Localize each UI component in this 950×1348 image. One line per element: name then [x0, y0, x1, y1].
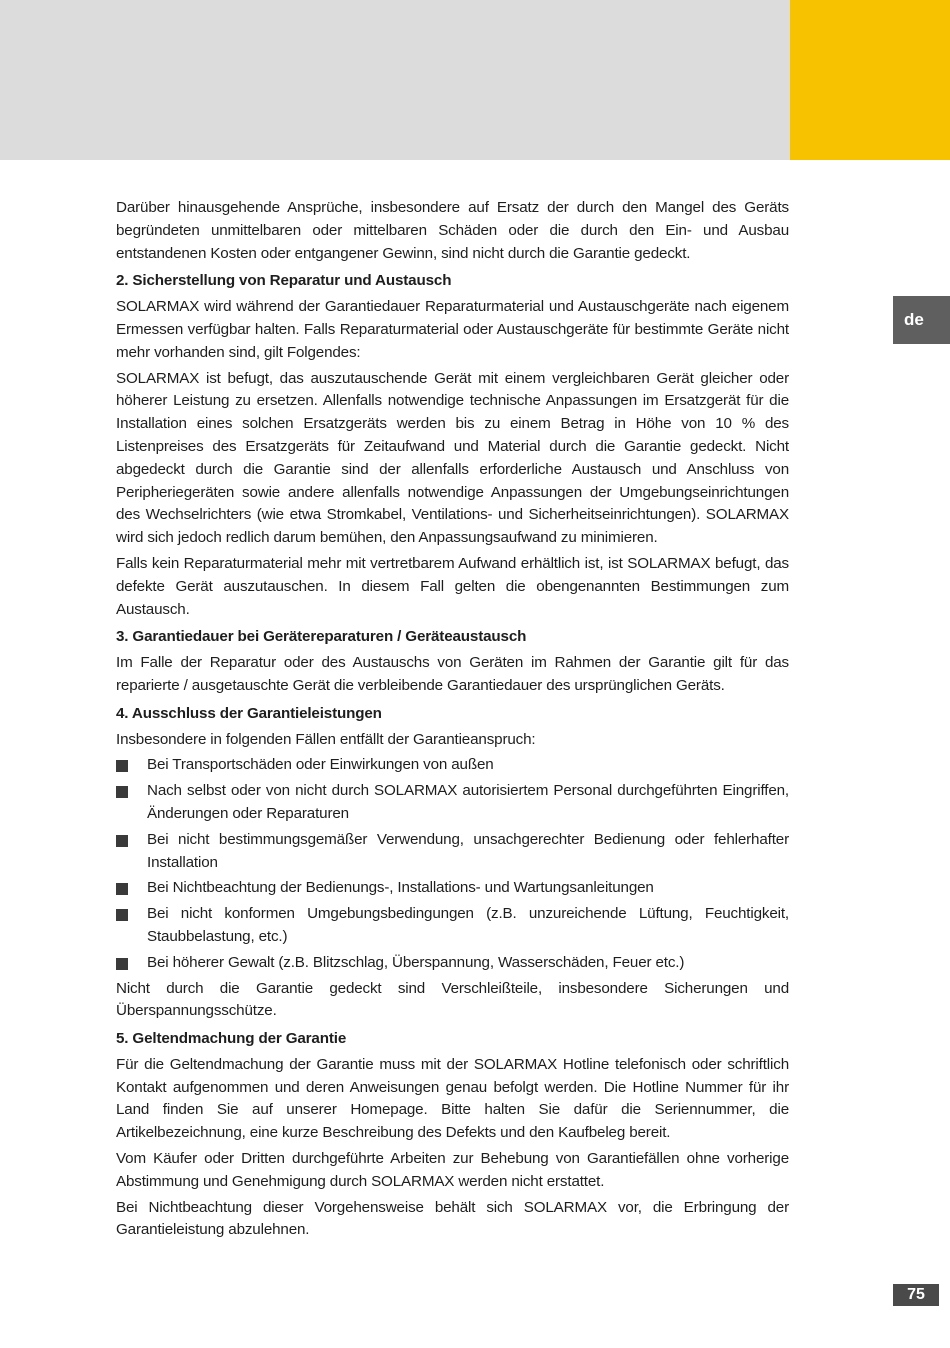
- section-3-paragraph: Im Falle der Reparatur oder des Austauschs von Geräten im Rahmen der Garantie gilt für das reparierte / ausgetauschte Gerät die verbleibende Garantiedauer des ursprünglichen Geräts.: [116, 654, 789, 694]
- language-label: de: [904, 310, 924, 329]
- list-item: Bei höherer Gewalt (z.B. Blitzschlag, Überspannung, Wasserschäden, Feuer etc.): [116, 952, 789, 975]
- section-4-heading: 4. Ausschluss der Garantieleistungen: [116, 704, 382, 722]
- square-bullet-icon: [116, 760, 128, 772]
- header-accent-block: [790, 0, 950, 160]
- list-item: Bei Nichtbeachtung der Bedienungs-, Installations- und Wartungsanleitungen: [116, 877, 789, 900]
- page-number: 75: [907, 1286, 925, 1303]
- section-5-paragraph-2: Vom Käufer oder Dritten durchgeführte Arbeiten zur Behebung von Garantiefällen ohne vorherige Abstimmung und Genehmigung durch SOLARMAX werden nicht erstattet.: [116, 1150, 789, 1190]
- section-2-paragraph-1: SOLARMAX wird während der Garantiedauer Reparaturmaterial und Austauschgeräte nach eigenem Ermessen verfügbar halten. Falls Reparaturmaterial oder Austauschgeräte für bestimmte Geräte nicht mehr vorhanden sind, gilt Folgendes:: [116, 298, 789, 361]
- exclusion-list: [116, 754, 789, 974]
- document-body: [116, 197, 789, 1245]
- square-bullet-icon: [116, 883, 128, 895]
- square-bullet-icon: [116, 835, 128, 847]
- section-5-paragraph-3: Bei Nichtbeachtung dieser Vorgehensweise behält sich SOLARMAX vor, die Erbringung der Garantieleistung abzulehnen.: [116, 1198, 789, 1239]
- language-tab[interactable]: [893, 296, 950, 344]
- intro-paragraph: Darüber hinausgehende Ansprüche, insbesondere auf Ersatz der durch den Mangel des Geräts begründeten unmittelbaren oder mittelbaren Schäden oder die durch den Ein- und Ausbau entstandenen Kosten oder entgangener Gewinn, sind nicht durch die Garantie gedeckt.: [116, 199, 789, 262]
- section-5-heading: 5. Geltendmachung der Garantie: [116, 1030, 347, 1048]
- list-item: Nach selbst oder von nicht durch SOLARMAX autorisiertem Personal durchgeführten Eingriffen, Änderungen oder Reparaturen: [116, 780, 789, 826]
- section-2-heading: 2. Sicherstellung von Reparatur und Austausch: [116, 272, 452, 290]
- section-2-paragraph-2: SOLARMAX ist befugt, das auszutauschende Gerät mit einem vergleichbaren Gerät gleicher oder höherer Leistung zu ersetzen. Allenfalls notwendige technische Anpassungen im Ersatzgerät für die Installation eines solchen Ersatzgeräts werden bis zu einem Betrag in Höhe von 10 % des Listenpreises des Ersatzgeräts für Zeitaufwand und Material durch die Garantie gedeckt. Nicht abgedeckt durch die Garantie sind der allenfalls erforderliche Austausch und Anschluss von Peripheriegeräten sowie andere allenfalls notwendige Anpassungen der Umgebungseinrichtungen des Wechselrichters (wie etwa Stromkabel, Ventilations- und Sicherheitseinrichtungen). SOLARMAX wird sich jedoch redlich darum bemühen, den Anpassungsaufwand zu minimieren.: [116, 369, 789, 547]
- section-2-paragraph-3: Falls kein Reparaturmaterial mehr mit vertretbarem Aufwand erhältlich ist, ist SOLARMAX befugt, das defekte Gerät auszutauschen. In diesem Fall gelten die obengenannten Bestimmungen zum Austausch.: [116, 554, 789, 618]
- section-4-outro: Nicht durch die Garantie gedeckt sind Verschleißteile, insbesondere Sicherungen und Überspannungsschütze.: [116, 979, 789, 1020]
- square-bullet-icon: [116, 786, 128, 798]
- header-band: [0, 0, 790, 160]
- list-item: Bei nicht konformen Umgebungsbedingungen (z.B. unzureichende Lüftung, Feuchtigkeit, Staubbelastung, etc.): [116, 903, 789, 949]
- square-bullet-icon: [116, 958, 128, 970]
- section-5-paragraph-1: Für die Geltendmachung der Garantie muss mit der SOLARMAX Hotline telefonisch oder schriftlich Kontakt aufgenommen und deren Anweisungen genau befolgt werden. Die Hotline Nummer für ihr Land finden Sie auf unserer Homepage. Bitte halten Sie dafür die Seriennummer, die Artikelbezeichnung, eine kurze Beschreibung des Defekts und den Kaufbeleg bereit.: [116, 1055, 789, 1142]
- square-bullet-icon: [116, 909, 128, 921]
- list-item: Bei nicht bestimmungsgemäßer Verwendung, unsachgerechter Bedienung oder fehlerhafter Installation: [116, 829, 789, 875]
- list-item: Bei Transportschäden oder Einwirkungen von außen: [116, 754, 789, 777]
- section-3-heading: 3. Garantiedauer bei Gerätereparaturen / Geräteaustausch: [116, 628, 527, 646]
- page-number-badge: [893, 1284, 939, 1306]
- section-4-intro: Insbesondere in folgenden Fällen entfällt der Garantieanspruch:: [116, 730, 536, 748]
